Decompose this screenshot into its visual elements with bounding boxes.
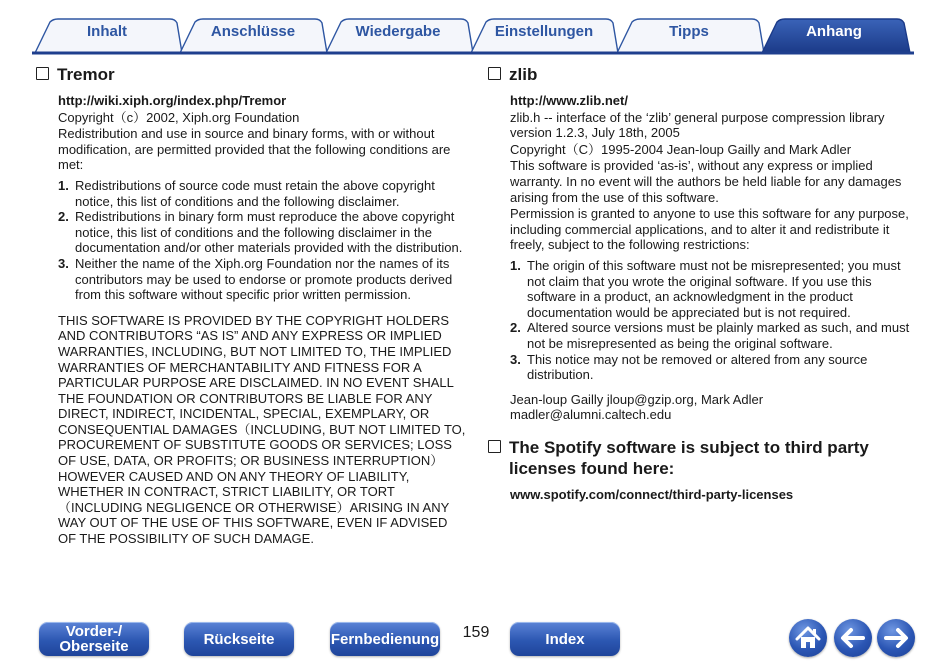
list-number: 3. xyxy=(58,255,69,271)
index-button[interactable] xyxy=(510,622,620,656)
right-column xyxy=(488,60,913,502)
list-number: 1. xyxy=(58,177,69,193)
tremor-license-body xyxy=(58,93,466,547)
index-label: Index xyxy=(545,630,585,648)
list-number: 3. xyxy=(510,351,521,367)
home-icon xyxy=(789,619,827,657)
section-heading-spotify xyxy=(488,437,913,479)
list-item-text: Redistributions in binary form must reproduce the above copyright notice, this list of conditions and the following disclaimer in the documentation and/or other materials provided with the distribution. xyxy=(75,209,463,256)
spotify-url[interactable]: www.spotify.com/connect/third-party-licenses xyxy=(510,486,794,502)
list-item-text: Altered source versions must be plainly marked as such, and must not be misrepresented as being the original software. xyxy=(527,320,910,351)
tremor-intro: Redistribution and use in source and binary forms, with or without modification, are permitted provided that the following conditions are met: xyxy=(58,126,451,173)
tab-wiedergabe[interactable]: Wiedergabe xyxy=(355,23,441,40)
section-title: Tremor xyxy=(57,65,115,84)
tab-bar xyxy=(0,0,950,56)
arrow-right-icon xyxy=(877,619,915,657)
list-item xyxy=(510,352,913,383)
previous-page-button[interactable] xyxy=(834,619,872,657)
list-number: 2. xyxy=(58,209,69,225)
section-heading-zlib xyxy=(488,64,913,85)
arrow-left-icon xyxy=(834,619,872,657)
tremor-conditions-list xyxy=(58,178,466,303)
list-item-text: The origin of this software must not be misrepresented; you must not claim that you wrote the original software. If you use this software in a product, an acknowledgment in the product documentation would be appreciated but is not required. xyxy=(527,257,901,320)
list-item-text: Neither the name of the Xiph.org Foundation nor the names of its contributors may be used to endorse or promote products derived from this software without specific prior written permission. xyxy=(75,255,453,303)
tab-anschluesse[interactable]: Anschlüsse xyxy=(210,23,296,40)
checkbox-bullet-icon xyxy=(488,67,501,80)
tab-anhang[interactable]: Anhang xyxy=(806,23,862,40)
checkbox-bullet-icon xyxy=(488,440,501,453)
list-item xyxy=(510,320,913,351)
rear-view-button[interactable] xyxy=(184,622,294,656)
list-item xyxy=(510,258,913,320)
list-item-text: Redistributions of source code must retain the above copyright notice, this list of conditions and the following disclaimer. xyxy=(75,177,435,209)
list-item xyxy=(58,209,466,256)
zlib-restrictions-list xyxy=(510,258,913,383)
tremor-copyright: Copyright（c）2002, Xiph.org Foundation xyxy=(58,109,300,125)
tab-inhalt[interactable]: Inhalt xyxy=(87,23,127,40)
rear-view-label: Rückseite xyxy=(203,630,275,648)
page-number: 159 xyxy=(462,624,490,641)
top-view-label-line2: Oberseite xyxy=(59,638,129,655)
zlib-authors: Jean-loup Gailly jloup@gzip.org, Mark Adler madler@alumni.caltech.edu xyxy=(510,391,764,423)
list-number: 1. xyxy=(510,257,521,273)
list-item xyxy=(58,256,466,303)
remote-control-label: Fernbedienung xyxy=(330,630,440,648)
spotify-body xyxy=(510,487,913,503)
zlib-description: zlib.h -- interface of the ‘zlib’ general purpose compression library version 1.2.3, July 18th, 2005 xyxy=(510,109,885,141)
tab-tipps[interactable]: Tipps xyxy=(669,23,709,40)
tremor-disclaimer: THIS SOFTWARE IS PROVIDED BY THE COPYRIGHT HOLDERS AND CONTRIBUTORS “AS IS” AND ANY EXPRESS OR IMPLIED WARRANTIES, INCLUDING, BUT NOT LIMITED TO, THE IMPLIED WARRANTIES OF MERCHANTABILITY AND FITNESS FOR A PARTICULAR PURPOSE ARE DISCLAIMED. IN NO EVENT SHALL THE FOUNDATION OR CONTRIBUTORS BE LIABLE FOR ANY DIRECT, INDIRECT, INCIDENTAL, SPECIAL, EXEMPLARY, OR CONSEQUENTIAL DAMAGES（INCLUDING, BUT NOT LIMITED TO, PROCUREMENT OF SUBSTITUTE GOODS OR SERVICES; LOSS OF USE, DATA, OR PROFITS; OR BUSINESS INTERRUPTION）HOWEVER CAUSED AND ON ANY THEORY OF LIABILITY, WHETHER IN CONTRACT, STRICT LIABILITY, OR TORT（INCLUDING NEGLIGENCE OR OTHERWISE）ARISING IN ANY WAY OUT OF THE USE OF THIS SOFTWARE, EVEN IF ADVISED OF THE POSSIBILITY OF SUCH DAMAGE. xyxy=(58,312,466,547)
section-title: The Spotify software is subject to third party licenses found here: xyxy=(509,437,869,478)
zlib-permission: Permission is granted to anyone to use this software for any purpose, including commercial applications, and to alter it and redistribute it freely, subject to the following restrictions: xyxy=(510,206,909,253)
tremor-url: http://wiki.xiph.org/index.php/Tremor xyxy=(58,93,287,108)
zlib-url: http://www.zlib.net/ xyxy=(510,93,628,108)
top-view-button[interactable] xyxy=(39,622,149,656)
section-title: zlib xyxy=(509,65,538,84)
tab-einstellungen[interactable]: Einstellungen xyxy=(494,23,594,40)
list-number: 2. xyxy=(510,320,521,336)
section-heading-tremor xyxy=(36,64,466,85)
zlib-copyright: Copyright（C）1995-2004 Jean-loup Gailly and Mark Adler xyxy=(510,141,852,157)
left-column xyxy=(36,60,466,547)
zlib-license-body xyxy=(510,93,913,423)
next-page-button[interactable] xyxy=(877,619,915,657)
list-item-text: This notice may not be removed or altered from any source distribution. xyxy=(527,351,868,383)
home-button[interactable] xyxy=(789,619,827,657)
zlib-as-is: This software is provided ‘as-is’, without any express or implied warranty. In no event will the authors be held liable for any damages arising from the use of this software. xyxy=(510,158,902,205)
list-item xyxy=(58,178,466,209)
remote-control-button[interactable] xyxy=(330,622,440,656)
tab-baseline xyxy=(32,52,914,55)
top-view-label-line1: Vorder-/ xyxy=(65,623,123,640)
checkbox-bullet-icon xyxy=(36,67,49,80)
